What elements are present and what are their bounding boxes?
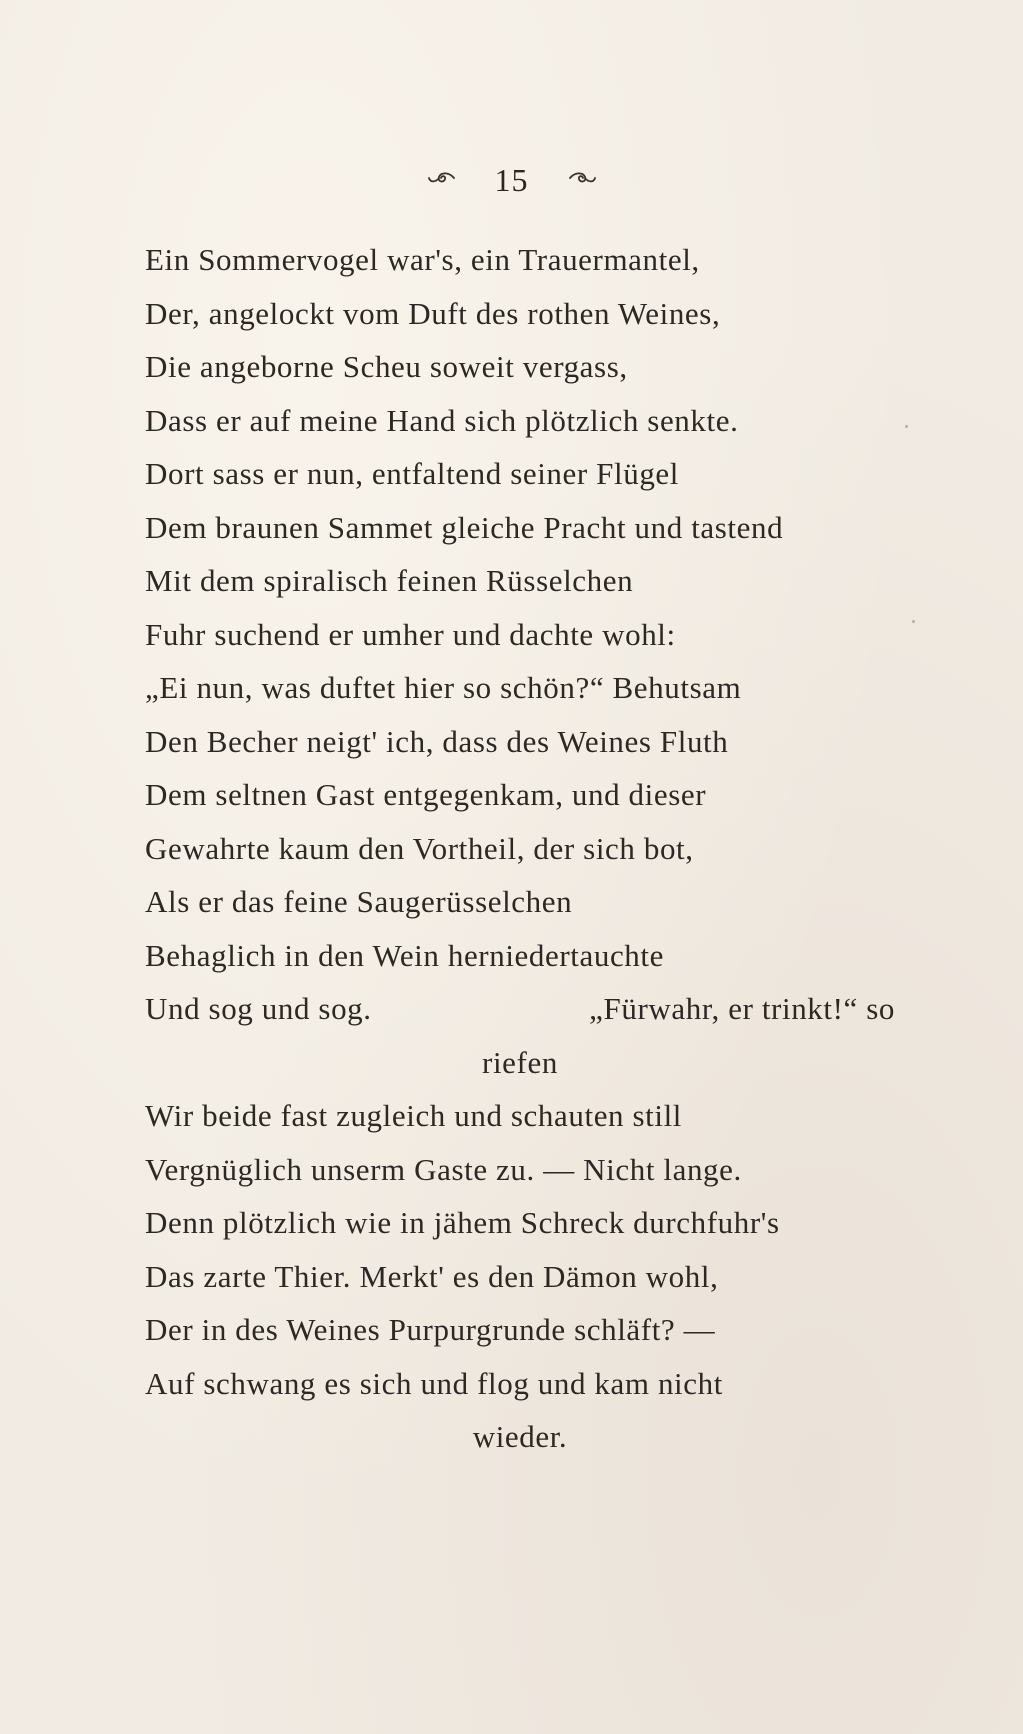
paper-speck xyxy=(912,620,915,623)
poem-line: Mit dem spiralisch feinen Rüsselchen xyxy=(145,563,634,598)
page-header xyxy=(0,160,1023,200)
poem-line: Der, angelockt vom Duft des rothen Weines, xyxy=(145,295,721,331)
poem-line: Wir beide fast zugleich und schauten still xyxy=(145,1098,683,1133)
poem-line: Als er das feine Saugerüsselchen xyxy=(145,884,573,919)
poem-line: Der in des Weines Purpurgrunde schläft? — xyxy=(145,1312,716,1347)
poem-line-right: „Fürwahr, er trinkt!“ so xyxy=(589,991,895,1026)
poem-line: Vergnüglich unserm Gaste zu. — Nicht lange. xyxy=(145,1151,742,1187)
left-ornament-icon xyxy=(427,167,457,193)
poem-line-continuation: riefen xyxy=(482,1044,558,1080)
paper-speck xyxy=(905,425,908,428)
poem-line: Behaglich in den Wein herniedertauchte xyxy=(145,937,664,973)
poem-line: Denn plötzlich wie in jähem Schreck durchfuhr's xyxy=(145,1205,780,1240)
poem-line: Dem seltnen Gast entgegenkam, und dieser xyxy=(145,777,707,812)
poem-line-split xyxy=(145,982,895,1036)
poem-line: Auf schwang es sich und flog und kam nicht xyxy=(145,1365,723,1401)
poem-line: Dass er auf meine Hand sich plötzlich senkte. xyxy=(145,402,739,438)
poem-line: Den Becher neigt' ich, dass des Weines Fluth xyxy=(145,723,729,759)
poem-line: Dort sass er nun, entfaltend seiner Flügel xyxy=(145,456,679,491)
poem-line: Die angeborne Scheu soweit vergass, xyxy=(145,349,628,384)
poem-line: Das zarte Thier. Merkt' es den Dämon wohl, xyxy=(145,1258,719,1294)
poem-line: „Ei nun, was duftet hier so schön?“ Behutsam xyxy=(145,670,742,705)
poem-line: Ein Sommervogel war's, ein Trauermantel, xyxy=(145,242,700,277)
poem-line-continuation: wieder. xyxy=(472,1419,568,1454)
poem-line: Gewahrte kaum den Vortheil, der sich bot, xyxy=(145,830,694,866)
poem-line-left: Und sog und sog. xyxy=(145,991,372,1026)
right-ornament-icon xyxy=(567,167,597,193)
poem-text xyxy=(145,233,895,1464)
page-number: 15 xyxy=(494,161,529,198)
poem-line: Dem braunen Sammet gleiche Pracht und tastend xyxy=(145,509,784,545)
poem-line: Fuhr suchend er umher und dachte wohl: xyxy=(145,616,676,652)
